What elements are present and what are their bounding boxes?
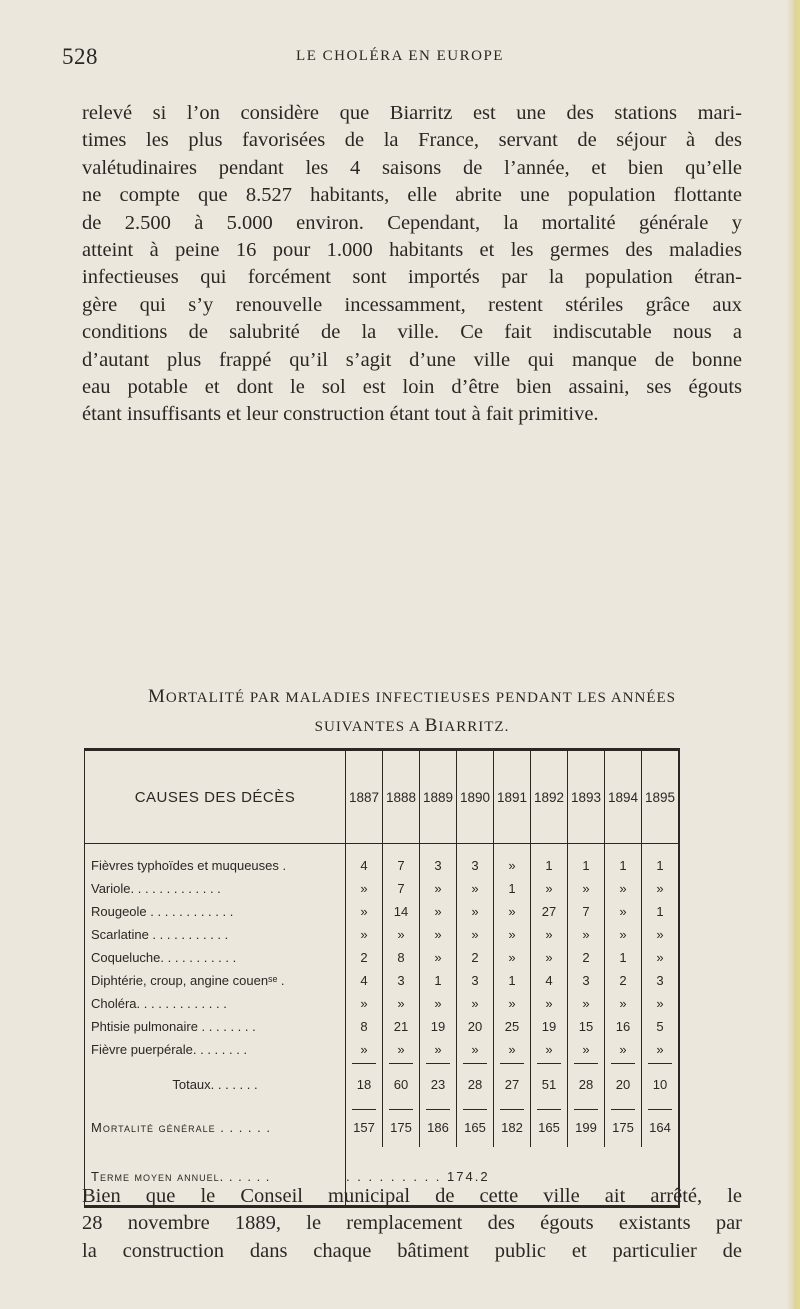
table-cell: 1 <box>605 946 642 969</box>
text-line: ne compte que 8.527 habitants, elle abrite une population flottante <box>82 184 742 207</box>
table-cell: » <box>605 923 642 946</box>
caption-text: ORTALITÉ PAR MALADIES INFECTIEUSES PENDANT LES ANNÉES <box>165 690 676 706</box>
table-cell: » <box>383 923 420 946</box>
row-label: Fièvre puerpérale. . . . . . . . <box>85 1038 346 1061</box>
table-cell: 18 <box>346 1061 383 1107</box>
text-line: infectieuses qui forcément sont importés par la population étran- <box>82 266 742 289</box>
table-cell: » <box>605 992 642 1015</box>
table-cell: » <box>494 900 531 923</box>
table-cell: 27 <box>531 900 568 923</box>
table-cell: 8 <box>346 1015 383 1038</box>
table-cell: » <box>457 877 494 900</box>
year-header: 1895 <box>642 750 680 844</box>
table-cell: 8 <box>383 946 420 969</box>
table-cell: 2 <box>605 969 642 992</box>
table-cell: 28 <box>457 1061 494 1107</box>
table-cell: » <box>568 877 605 900</box>
table-cell: » <box>420 946 457 969</box>
table-cell: » <box>605 900 642 923</box>
text-line: relevé si l’on considère que Biarritz est une des stations mari- <box>82 102 742 124</box>
text-line: eau potable et dont le sol est loin d’être bien assaini, ses égouts <box>82 376 742 399</box>
table-cell: 3 <box>457 854 494 877</box>
table-cell: 4 <box>346 969 383 992</box>
paragraph-intro <box>82 100 742 429</box>
caption-text: SUIVANTES A <box>314 719 425 735</box>
table-cell: » <box>383 1038 420 1061</box>
row-label: Choléra. . . . . . . . . . . . . <box>85 992 346 1015</box>
table-row <box>85 854 680 877</box>
caption-text: IARRITZ. <box>438 719 510 735</box>
row-label: Phtisie pulmonaire . . . . . . . . <box>85 1015 346 1038</box>
table-row <box>85 1038 680 1061</box>
table-cell: » <box>420 877 457 900</box>
page-edge <box>786 0 800 1309</box>
table-cell: 5 <box>642 1015 680 1038</box>
causes-header: CAUSES DES DÉCÈS <box>85 750 346 844</box>
text-line: étant insuffisants et leur construction étant tout à fait primitive. <box>82 403 599 426</box>
caption-initial: B <box>424 715 439 736</box>
table-cell: 1 <box>568 854 605 877</box>
table-cell: 7 <box>383 877 420 900</box>
paragraph-conclusion <box>82 1183 742 1265</box>
table-cell: 27 <box>494 1061 531 1107</box>
table-cell: » <box>642 923 680 946</box>
table-cell: 175 <box>383 1107 420 1147</box>
table-cell: » <box>457 900 494 923</box>
table-cell: » <box>346 877 383 900</box>
year-header: 1888 <box>383 750 420 844</box>
table-cell: 21 <box>383 1015 420 1038</box>
year-header: 1891 <box>494 750 531 844</box>
row-label: Coqueluche. . . . . . . . . . . <box>85 946 346 969</box>
year-header: 1889 <box>420 750 457 844</box>
table-cell: 7 <box>383 854 420 877</box>
text-line: atteint à peine 16 pour 1.000 habitants et les germes des maladies <box>82 239 742 262</box>
table-cell: 23 <box>420 1061 457 1107</box>
row-label: Rougeole . . . . . . . . . . . . <box>85 900 346 923</box>
table-cell: » <box>642 946 680 969</box>
table-cell: 186 <box>420 1107 457 1147</box>
row-label: Mortalité générale . . . . . . <box>85 1107 346 1147</box>
table-cell: » <box>531 946 568 969</box>
text-line: de 2.500 à 5.000 environ. Cependant, la mortalité générale y <box>82 211 742 234</box>
text-line: conditions de salubrité de la ville. Ce fait indiscutable nous a <box>82 321 742 344</box>
table-cell: » <box>346 900 383 923</box>
table-cell: » <box>494 923 531 946</box>
table-cell: 1 <box>605 854 642 877</box>
table-cell: 19 <box>531 1015 568 1038</box>
table-cell: » <box>346 1038 383 1061</box>
table-cell: 182 <box>494 1107 531 1147</box>
text-line: valétudinaires pendant les 4 saisons de l’année, et bien qu’elle <box>82 156 742 179</box>
table-body <box>85 844 680 1207</box>
table-cell: 165 <box>531 1107 568 1147</box>
text-line: 28 novembre 1889, le remplacement des égouts existants par <box>82 1212 742 1235</box>
row-label: Terme moyen annuel. . . . . . <box>85 1147 346 1207</box>
table-cell: » <box>346 992 383 1015</box>
table-row <box>85 877 680 900</box>
table-cell: » <box>457 1038 494 1061</box>
table-cell: » <box>420 1038 457 1061</box>
table-cell: 4 <box>346 854 383 877</box>
table-cell: 2 <box>568 946 605 969</box>
text-line: times les plus favorisées de la France, servant de séjour à des <box>82 129 742 152</box>
text-line: la construction dans chaque bâtiment public et particulier de <box>82 1239 742 1262</box>
table-cell: 51 <box>531 1061 568 1107</box>
table-caption <box>82 683 742 741</box>
year-header: 1887 <box>346 750 383 844</box>
table-cell: 199 <box>568 1107 605 1147</box>
table-cell: 3 <box>457 969 494 992</box>
page-number: 528 <box>62 44 98 69</box>
row-label: Totaux. . . . . . . <box>85 1061 346 1107</box>
table-cell: » <box>568 992 605 1015</box>
table-cell: 175 <box>605 1107 642 1147</box>
table-cell: 25 <box>494 1015 531 1038</box>
table-cell: 3 <box>420 854 457 877</box>
spacer-row <box>85 844 680 855</box>
table-row <box>85 900 680 923</box>
table-cell: 165 <box>457 1107 494 1147</box>
row-label: Scarlatine . . . . . . . . . . . <box>85 923 346 946</box>
table-cell: » <box>494 946 531 969</box>
row-label: Variole. . . . . . . . . . . . . <box>85 877 346 900</box>
caption-initial: M <box>148 686 166 707</box>
mortality-table-wrap <box>84 748 680 1208</box>
table-cell: » <box>383 992 420 1015</box>
year-header: 1893 <box>568 750 605 844</box>
table-cell: 2 <box>457 946 494 969</box>
table-row <box>85 992 680 1015</box>
year-header: 1892 <box>531 750 568 844</box>
table-cell: 1 <box>531 854 568 877</box>
text-line: gère qui s’y renouvelle incessamment, restent stériles grâce aux <box>82 293 742 316</box>
table-header-row <box>85 750 680 844</box>
table-cell: 7 <box>568 900 605 923</box>
table-cell: » <box>605 1038 642 1061</box>
table-cell: 20 <box>457 1015 494 1038</box>
year-header: 1894 <box>605 750 642 844</box>
table-cell: 10 <box>642 1061 680 1107</box>
table-cell: 14 <box>383 900 420 923</box>
running-title: LE CHOLÉRA EN EUROPE <box>296 48 504 64</box>
table-cell: » <box>531 1038 568 1061</box>
table-cell: » <box>494 992 531 1015</box>
table-cell: 1 <box>420 969 457 992</box>
table-cell: » <box>568 1038 605 1061</box>
table-cell: 164 <box>642 1107 680 1147</box>
table-row <box>85 969 680 992</box>
row-label: Fièvres typhoïdes et muqueuses . <box>85 854 346 877</box>
table-cell: » <box>346 923 383 946</box>
table-cell: 4 <box>531 969 568 992</box>
row-label: Diphtérie, croup, angine couenˢᵉ . <box>85 969 346 992</box>
table-cell: 1 <box>642 900 680 923</box>
text-line: d’autant plus frappé qu’il s’agit d’une ville qui manque de bonne <box>82 348 742 371</box>
table-cell: » <box>494 854 531 877</box>
table-cell: 60 <box>383 1061 420 1107</box>
table-cell: 2 <box>346 946 383 969</box>
table-cell: 28 <box>568 1061 605 1107</box>
totals-row <box>85 1061 680 1107</box>
table-cell: » <box>642 877 680 900</box>
table-cell: » <box>568 923 605 946</box>
table-cell: 1 <box>642 854 680 877</box>
table-cell: 1 <box>494 877 531 900</box>
mortalite-row <box>85 1107 680 1147</box>
table-cell: » <box>531 923 568 946</box>
table-cell: 157 <box>346 1107 383 1147</box>
table-cell: 15 <box>568 1015 605 1038</box>
table-cell: » <box>605 877 642 900</box>
year-header: 1890 <box>457 750 494 844</box>
table-cell: 1 <box>494 969 531 992</box>
table-cell: 20 <box>605 1061 642 1107</box>
table-cell: » <box>531 992 568 1015</box>
table-cell: 3 <box>642 969 680 992</box>
table-cell: 19 <box>420 1015 457 1038</box>
table-row <box>85 923 680 946</box>
table-cell: » <box>531 877 568 900</box>
table-cell: » <box>457 923 494 946</box>
table-cell: » <box>420 923 457 946</box>
table-cell: » <box>457 992 494 1015</box>
table-cell: » <box>420 992 457 1015</box>
table-cell: » <box>494 1038 531 1061</box>
table-cell: 3 <box>568 969 605 992</box>
table-cell: » <box>642 1038 680 1061</box>
table-cell: » <box>642 992 680 1015</box>
text-line: Bien que le Conseil municipal de cette ville ait arrêté, le <box>82 1185 742 1207</box>
table-cell: 3 <box>383 969 420 992</box>
mortality-table <box>84 748 680 1208</box>
table-row <box>85 1015 680 1038</box>
table-cell: » <box>420 900 457 923</box>
table-row <box>85 946 680 969</box>
table-cell: 16 <box>605 1015 642 1038</box>
terme-moyen-value: . . . . . . . . . 174.2 <box>346 1147 680 1207</box>
